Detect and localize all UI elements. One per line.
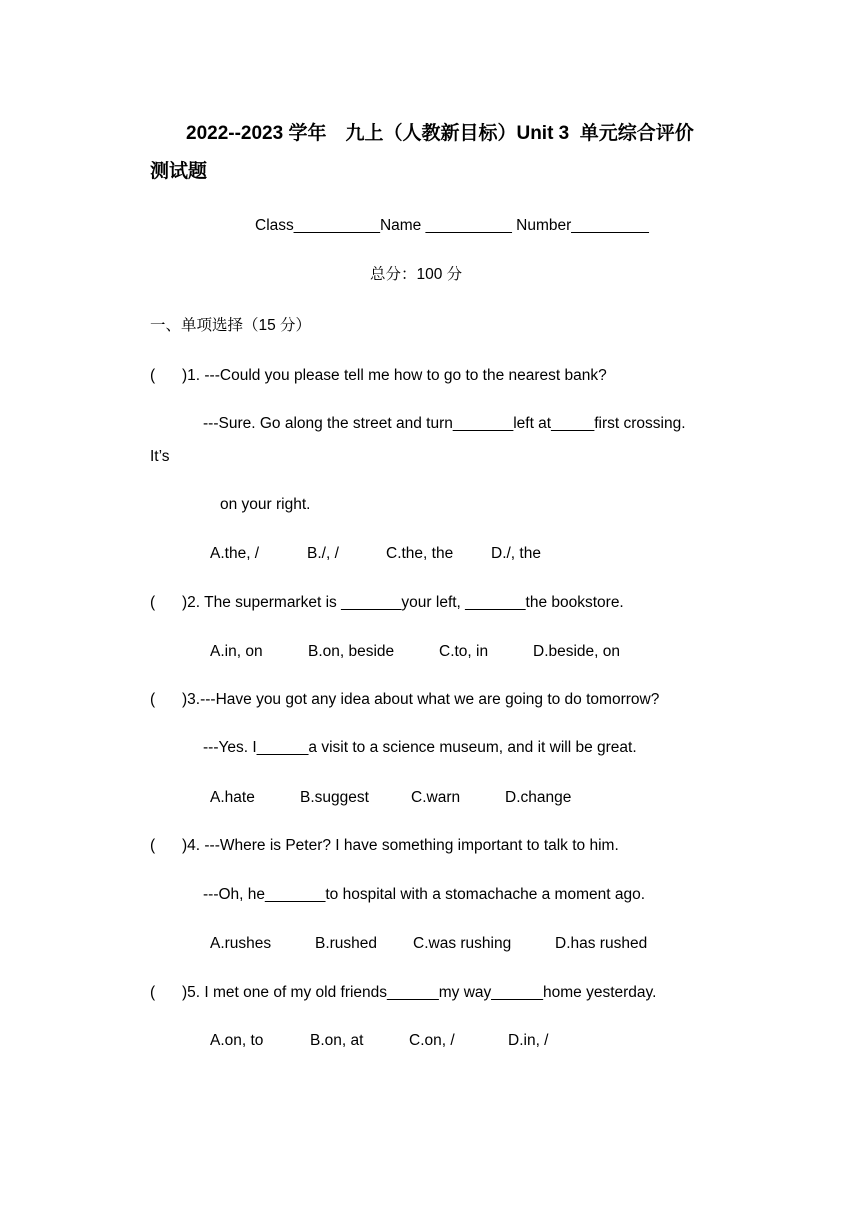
option-b: B.rushed	[315, 935, 378, 952]
question-reply: ---Oh, he_______to hospital with a stomachache a moment ago.	[203, 886, 646, 903]
question-stem: )2. The supermarket is _______your left, _______the bookstore.	[182, 594, 624, 611]
option-a: A.on, to	[210, 1032, 264, 1049]
section-heading: 一、单项选择（15 分）	[150, 317, 312, 334]
question-reply: ---Yes. I______a visit to a science museum, and it will be great.	[203, 739, 637, 756]
option-c: C.was rushing	[413, 935, 512, 952]
option-a: A.hate	[210, 789, 255, 806]
question-stem: )3.---Have you got any idea about what we are going to do tomorrow?	[182, 691, 660, 708]
question-reply: ---Sure. Go along the street and turn_______left at_____first crossing.	[203, 415, 686, 432]
answer-paren: (	[150, 367, 156, 384]
question-stem: )1. ---Could you please tell me how to go to the nearest bank?	[182, 367, 607, 384]
option-a: A.the, /	[210, 545, 260, 562]
question-stem: )5. I met one of my old friends______my way______home yesterday.	[182, 984, 657, 1001]
option-b: B.on, at	[310, 1032, 364, 1049]
question-stem: )4. ---Where is Peter? I have something important to talk to him.	[182, 837, 619, 854]
student-info-line: Class__________Name __________ Number_________	[255, 217, 649, 234]
title-line-1: 2022--2023 学年 九上（人教新目标）Unit 3 单元综合评价	[186, 123, 694, 144]
option-d: D.has rushed	[555, 935, 648, 952]
option-d: D.change	[505, 789, 572, 806]
option-a: A.rushes	[210, 935, 272, 952]
option-d: D.beside, on	[533, 643, 621, 660]
option-c: C.to, in	[439, 643, 489, 660]
title-line-2: 测试题	[150, 161, 208, 182]
option-d: D./, the	[491, 545, 541, 562]
option-d: D.in, /	[508, 1032, 549, 1049]
answer-paren: (	[150, 984, 156, 1001]
answer-paren: (	[150, 691, 156, 708]
question-reply-continued: on your right.	[220, 496, 311, 513]
option-a: A.in, on	[210, 643, 263, 660]
total-score: 总分：100 分	[370, 266, 463, 283]
option-c: C.on, /	[409, 1032, 455, 1049]
option-c: C.the, the	[386, 545, 454, 562]
answer-paren: (	[150, 837, 156, 854]
option-b: B.on, beside	[308, 643, 395, 660]
option-c: C.warn	[411, 789, 461, 806]
question-reply-continued: It’s	[150, 448, 170, 465]
option-b: B./, /	[307, 545, 339, 562]
option-b: B.suggest	[300, 789, 369, 806]
answer-paren: (	[150, 594, 156, 611]
